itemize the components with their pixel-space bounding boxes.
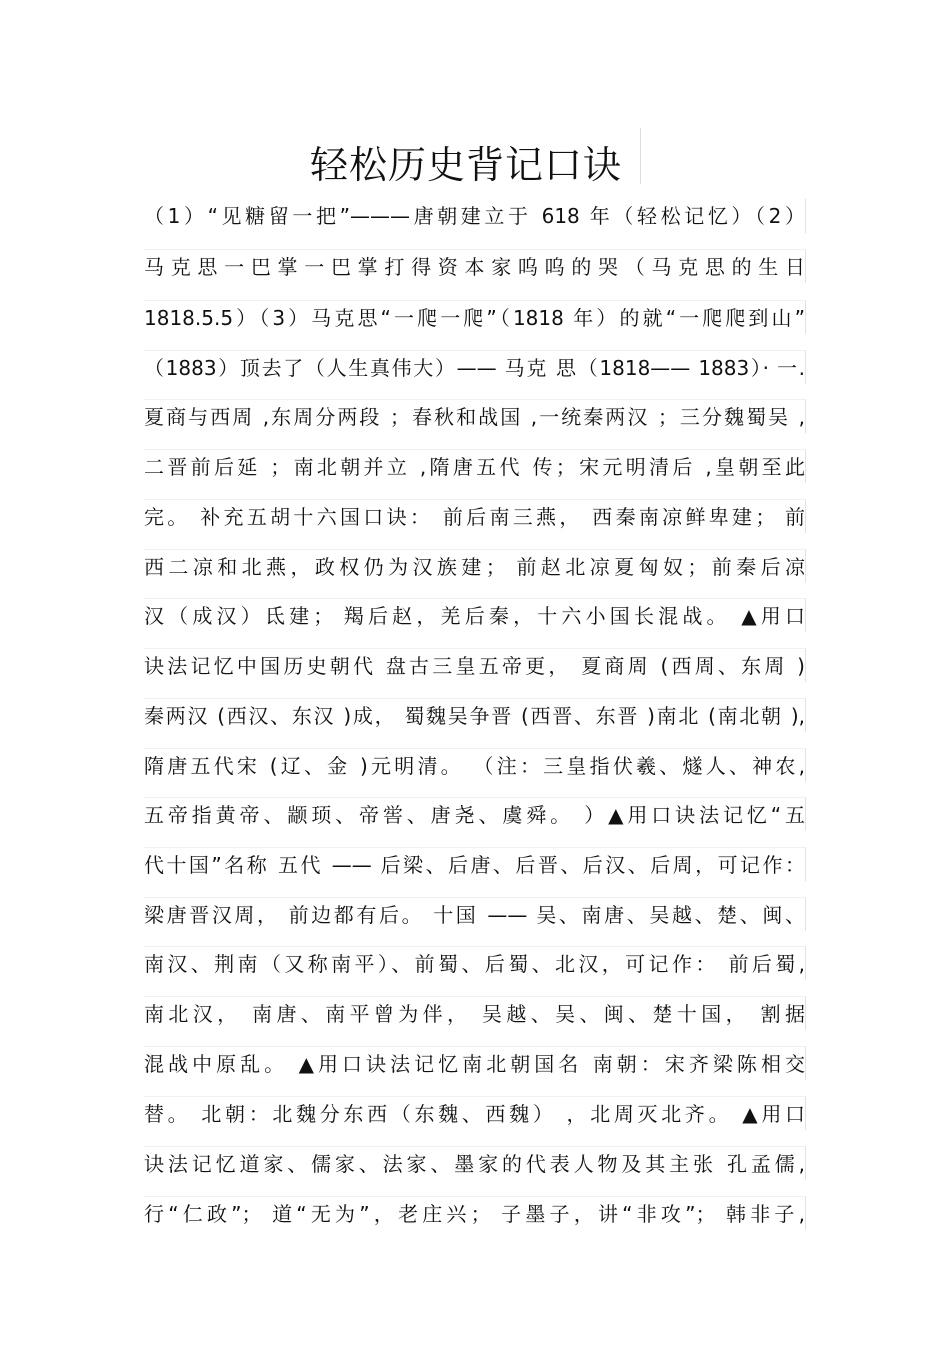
text-line: 二晋前后延 ；南北朝并立 ,隋唐五代 传；宋元明清后 ,皇朝至此 xyxy=(144,449,806,483)
text-line: 混战中原乱。 ▲用口诀法记忆南北朝国名 南朝：宋齐梁陈相交 xyxy=(144,1046,806,1080)
text-line: 西二凉和北燕，政权仍为汉族建； 前赵北凉夏匈奴；前秦后凉 xyxy=(144,549,806,583)
text-line: 隋唐五代宋 (辽、金 )元明清。 （注：三皇指伏羲、燧人、神农, xyxy=(144,748,806,782)
text-line: 马克思一巴掌一巴掌打得资本家呜呜的哭（马克思的生日 xyxy=(144,249,806,283)
text-line: 替。 北朝：北魏分东西（东魏、西魏） ，北周灭北齐。 ▲用口 xyxy=(144,1096,806,1130)
text-line: 代十国”名称 五代 —— 后梁、后唐、后晋、后汉、后周，可记作： xyxy=(144,847,806,881)
text-line: 南北汉， 南唐、南平曾为伴， 吴越、吴、闽、楚十国， 割据 xyxy=(144,996,806,1030)
text-line: 诀法记忆中国历史朝代 盘古三皇五帝更， 夏商周 (西周、东周 ) xyxy=(144,648,806,682)
text-line: 南汉、荆南（又称南平）、前蜀、后蜀、北汉，可记作： 前后蜀, xyxy=(144,946,806,980)
text-line: 诀法记忆道家、儒家、法家、墨家的代表人物及其主张 孔孟儒, xyxy=(144,1146,806,1180)
text-line: （1883）顶去了（人生真伟大）—— 马克 思（1818—— 1883）· 一. xyxy=(144,350,806,384)
text-line: 秦两汉 (西汉、东汉 )成， 蜀魏吴争晋 (西晋、东晋 )南北 (南北朝 ), xyxy=(144,698,806,732)
text-line: 完。 补充五胡十六国口诀： 前后南三燕， 西秦南凉鲜卑建； 前 xyxy=(144,499,806,533)
text-line: 五帝指黄帝、颛顼、帝喾、唐尧、虞舜。 ）▲用口诀法记忆“五 xyxy=(144,797,806,831)
text-line: （1）“见糖留一把”———唐朝建立于 618 年（轻松记忆）（2） xyxy=(144,199,806,233)
text-line: 梁唐晋汉周， 前边都有后。 十国 —— 吴、南唐、吴越、楚、闽、 xyxy=(144,897,806,931)
text-line: 夏商与西周 ,东周分两段 ；春秋和战国 ,一统秦两汉 ；三分魏蜀吴 , xyxy=(144,399,806,433)
page-title: 轻松历史背记口诀 xyxy=(310,143,623,187)
text-line: 汉（成汉）氐建； 羯后赵，羌后秦，十六小国长混战。 ▲用口 xyxy=(144,598,806,632)
text-line: 1818.5.5）（3）马克思“一爬一爬”（1818 年）的就“一爬爬到山” xyxy=(144,300,806,334)
text-line: 行“仁政”； 道“无为”，老庄兴； 子墨子，讲“非攻”； 韩非子, xyxy=(144,1196,806,1230)
